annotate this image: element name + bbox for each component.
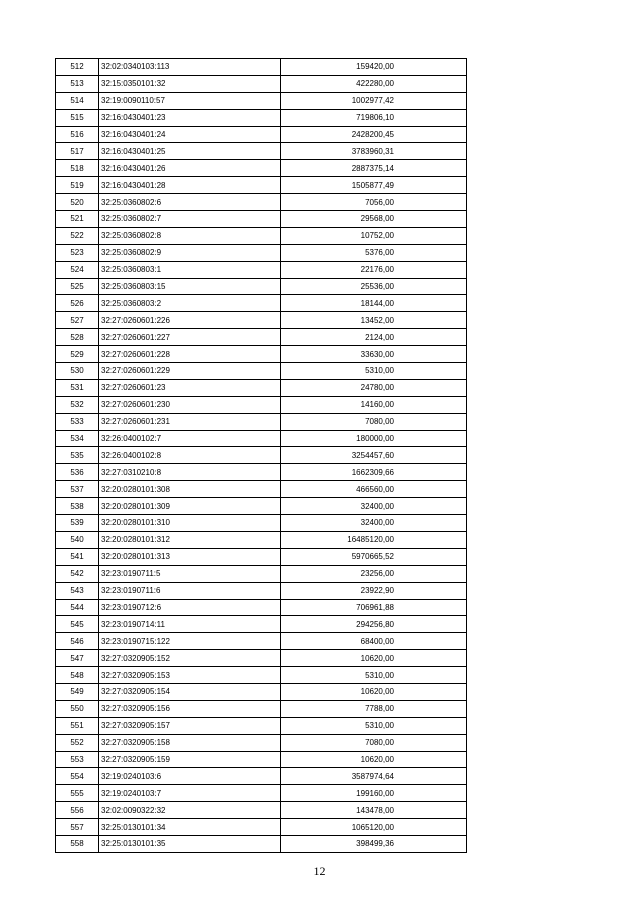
value-cell: 2124,00 [281,329,467,346]
value-cell: 1662309,66 [281,464,467,481]
table-row [56,717,467,734]
cadastral-number-cell: 32:20:0280101:310 [99,515,281,532]
cadastral-number-cell: 32:27:0260601:228 [99,346,281,363]
cadastral-number-cell: 32:27:0320905:157 [99,717,281,734]
row-number-cell: 518 [56,160,99,177]
cadastral-number-cell: 32:25:0130101:34 [99,819,281,836]
value-cell: 32400,00 [281,498,467,515]
table-row [56,211,467,228]
value-cell: 2887375,14 [281,160,467,177]
row-number-cell: 539 [56,515,99,532]
cadastral-number-cell: 32:27:0320905:154 [99,683,281,700]
cadastral-number-cell: 32:27:0260601:23 [99,379,281,396]
value-cell: 23922,90 [281,582,467,599]
value-cell: 5970665,52 [281,548,467,565]
value-cell: 33630,00 [281,346,467,363]
row-number-cell: 547 [56,650,99,667]
table-row [56,194,467,211]
row-number-cell: 538 [56,498,99,515]
table-row [56,160,467,177]
value-cell: 10620,00 [281,683,467,700]
row-number-cell: 517 [56,143,99,160]
table-row [56,413,467,430]
table-row [56,650,467,667]
value-cell: 719806,10 [281,109,467,126]
row-number-cell: 526 [56,295,99,312]
value-cell: 398499,36 [281,835,467,852]
value-cell: 1505877,49 [281,177,467,194]
value-cell: 5310,00 [281,667,467,684]
cadastral-number-cell: 32:16:0430401:23 [99,109,281,126]
table-row [56,464,467,481]
row-number-cell: 535 [56,447,99,464]
cadastral-number-cell: 32:27:0320905:159 [99,751,281,768]
value-cell: 1065120,00 [281,819,467,836]
value-cell: 29568,00 [281,211,467,228]
row-number-cell: 522 [56,227,99,244]
row-number-cell: 512 [56,59,99,76]
table-row [56,599,467,616]
row-number-cell: 540 [56,531,99,548]
cadastral-number-cell: 32:27:0320905:153 [99,667,281,684]
value-cell: 7056,00 [281,194,467,211]
cadastral-number-cell: 32:25:0360802:8 [99,227,281,244]
row-number-cell: 555 [56,785,99,802]
row-number-cell: 521 [56,211,99,228]
value-cell: 23256,00 [281,565,467,582]
table-row [56,261,467,278]
row-number-cell: 529 [56,346,99,363]
value-cell: 13452,00 [281,312,467,329]
table-row [56,768,467,785]
cadastral-number-cell: 32:25:0360802:7 [99,211,281,228]
table-row [56,379,467,396]
cadastral-number-cell: 32:19:0240103:6 [99,768,281,785]
table-row [56,244,467,261]
cadastral-number-cell: 32:23:0190711:6 [99,582,281,599]
row-number-cell: 532 [56,396,99,413]
cadastral-number-cell: 32:25:0360803:15 [99,278,281,295]
row-number-cell: 531 [56,379,99,396]
value-cell: 22176,00 [281,261,467,278]
row-number-cell: 520 [56,194,99,211]
cadastral-number-cell: 32:25:0360803:2 [99,295,281,312]
cadastral-number-cell: 32:27:0260601:229 [99,363,281,380]
cadastral-number-cell: 32:20:0280101:309 [99,498,281,515]
value-cell: 16485120,00 [281,531,467,548]
table-row [56,683,467,700]
cadastral-number-cell: 32:27:0310210:8 [99,464,281,481]
cadastral-number-cell: 32:27:0260601:227 [99,329,281,346]
cadastral-number-cell: 32:25:0360802:6 [99,194,281,211]
table-row [56,548,467,565]
row-number-cell: 514 [56,92,99,109]
table-row [56,785,467,802]
value-cell: 7080,00 [281,413,467,430]
table-row [56,227,467,244]
row-number-cell: 554 [56,768,99,785]
table-row [56,751,467,768]
row-number-cell: 542 [56,565,99,582]
table-row [56,430,467,447]
cadastral-number-cell: 32:20:0280101:308 [99,481,281,498]
table-row [56,447,467,464]
row-number-cell: 548 [56,667,99,684]
value-cell: 68400,00 [281,633,467,650]
value-cell: 5310,00 [281,717,467,734]
row-number-cell: 546 [56,633,99,650]
page-number: 12 [313,864,326,878]
cadastral-number-cell: 32:16:0430401:24 [99,126,281,143]
row-number-cell: 556 [56,802,99,819]
cadastral-number-cell: 32:23:0190712:6 [99,599,281,616]
cadastral-number-cell: 32:23:0190715:122 [99,633,281,650]
row-number-cell: 551 [56,717,99,734]
row-number-cell: 537 [56,481,99,498]
cadastral-number-cell: 32:23:0190711:5 [99,565,281,582]
table-row [56,616,467,633]
value-cell: 294256,80 [281,616,467,633]
row-number-cell: 527 [56,312,99,329]
table-row [56,498,467,515]
cadastral-number-cell: 32:25:0130101:35 [99,835,281,852]
value-cell: 18144,00 [281,295,467,312]
cadastral-number-cell: 32:19:0240103:7 [99,785,281,802]
value-cell: 5310,00 [281,363,467,380]
table-row [56,819,467,836]
cadastral-number-cell: 32:02:0090322:32 [99,802,281,819]
table-row [56,363,467,380]
value-cell: 5376,00 [281,244,467,261]
value-cell: 3783960,31 [281,143,467,160]
cadastral-number-cell: 32:20:0280101:313 [99,548,281,565]
table-row [56,312,467,329]
value-cell: 706961,88 [281,599,467,616]
row-number-cell: 557 [56,819,99,836]
row-number-cell: 553 [56,751,99,768]
row-number-cell: 519 [56,177,99,194]
table-row [56,59,467,76]
table-row [56,734,467,751]
cadastral-number-cell: 32:27:0260601:231 [99,413,281,430]
row-number-cell: 544 [56,599,99,616]
table-row [56,177,467,194]
row-number-cell: 534 [56,430,99,447]
table-row [56,835,467,852]
value-cell: 24780,00 [281,379,467,396]
table-row [56,633,467,650]
row-number-cell: 516 [56,126,99,143]
row-number-cell: 523 [56,244,99,261]
value-cell: 3254457,60 [281,447,467,464]
row-number-cell: 543 [56,582,99,599]
table-body [56,59,467,853]
row-number-cell: 533 [56,413,99,430]
table-row [56,565,467,582]
row-number-cell: 550 [56,700,99,717]
table-row [56,802,467,819]
value-cell: 466560,00 [281,481,467,498]
cadastral-number-cell: 32:27:0320905:156 [99,700,281,717]
row-number-cell: 524 [56,261,99,278]
table-row [56,329,467,346]
value-cell: 10752,00 [281,227,467,244]
table-row [56,700,467,717]
table-row [56,143,467,160]
cadastral-number-cell: 32:27:0260601:230 [99,396,281,413]
table-row [56,278,467,295]
value-cell: 159420,00 [281,59,467,76]
row-number-cell: 552 [56,734,99,751]
cadastral-number-cell: 32:23:0190714:11 [99,616,281,633]
row-number-cell: 541 [56,548,99,565]
value-cell: 143478,00 [281,802,467,819]
value-cell: 180000,00 [281,430,467,447]
cadastral-number-cell: 32:25:0360802:9 [99,244,281,261]
value-cell: 14160,00 [281,396,467,413]
table-row [56,75,467,92]
row-number-cell: 536 [56,464,99,481]
cadastral-number-cell: 32:15:0350101:32 [99,75,281,92]
cadastral-number-cell: 32:20:0280101:312 [99,531,281,548]
value-cell: 422280,00 [281,75,467,92]
table-row [56,109,467,126]
row-number-cell: 528 [56,329,99,346]
table-row [56,481,467,498]
value-cell: 2428200,45 [281,126,467,143]
table-row [56,396,467,413]
row-number-cell: 530 [56,363,99,380]
table-row [56,92,467,109]
row-number-cell: 549 [56,683,99,700]
value-cell: 1002977,42 [281,92,467,109]
row-number-cell: 515 [56,109,99,126]
cadastral-number-cell: 32:19:0090110:57 [99,92,281,109]
value-cell: 7788,00 [281,700,467,717]
value-cell: 10620,00 [281,650,467,667]
cadastral-number-cell: 32:27:0320905:158 [99,734,281,751]
table-row [56,126,467,143]
row-number-cell: 513 [56,75,99,92]
cadastral-number-cell: 32:25:0360803:1 [99,261,281,278]
value-cell: 10620,00 [281,751,467,768]
table-row [56,582,467,599]
table-row [56,667,467,684]
value-cell: 25536,00 [281,278,467,295]
table-row [56,346,467,363]
value-cell: 199160,00 [281,785,467,802]
row-number-cell: 545 [56,616,99,633]
table-row [56,515,467,532]
value-cell: 3587974,64 [281,768,467,785]
cadastral-number-cell: 32:27:0260601:226 [99,312,281,329]
table-row [56,531,467,548]
cadastral-number-cell: 32:26:0400102:7 [99,430,281,447]
row-number-cell: 525 [56,278,99,295]
cadastral-number-cell: 32:16:0430401:28 [99,177,281,194]
row-number-cell: 558 [56,835,99,852]
table-row [56,295,467,312]
cadastral-number-cell: 32:27:0320905:152 [99,650,281,667]
cadastral-number-cell: 32:16:0430401:26 [99,160,281,177]
value-cell: 7080,00 [281,734,467,751]
cadastral-number-cell: 32:02:0340103:113 [99,59,281,76]
cadastral-number-cell: 32:26:0400102:8 [99,447,281,464]
value-cell: 32400,00 [281,515,467,532]
cadastral-value-table [55,58,467,853]
cadastral-number-cell: 32:16:0430401:25 [99,143,281,160]
